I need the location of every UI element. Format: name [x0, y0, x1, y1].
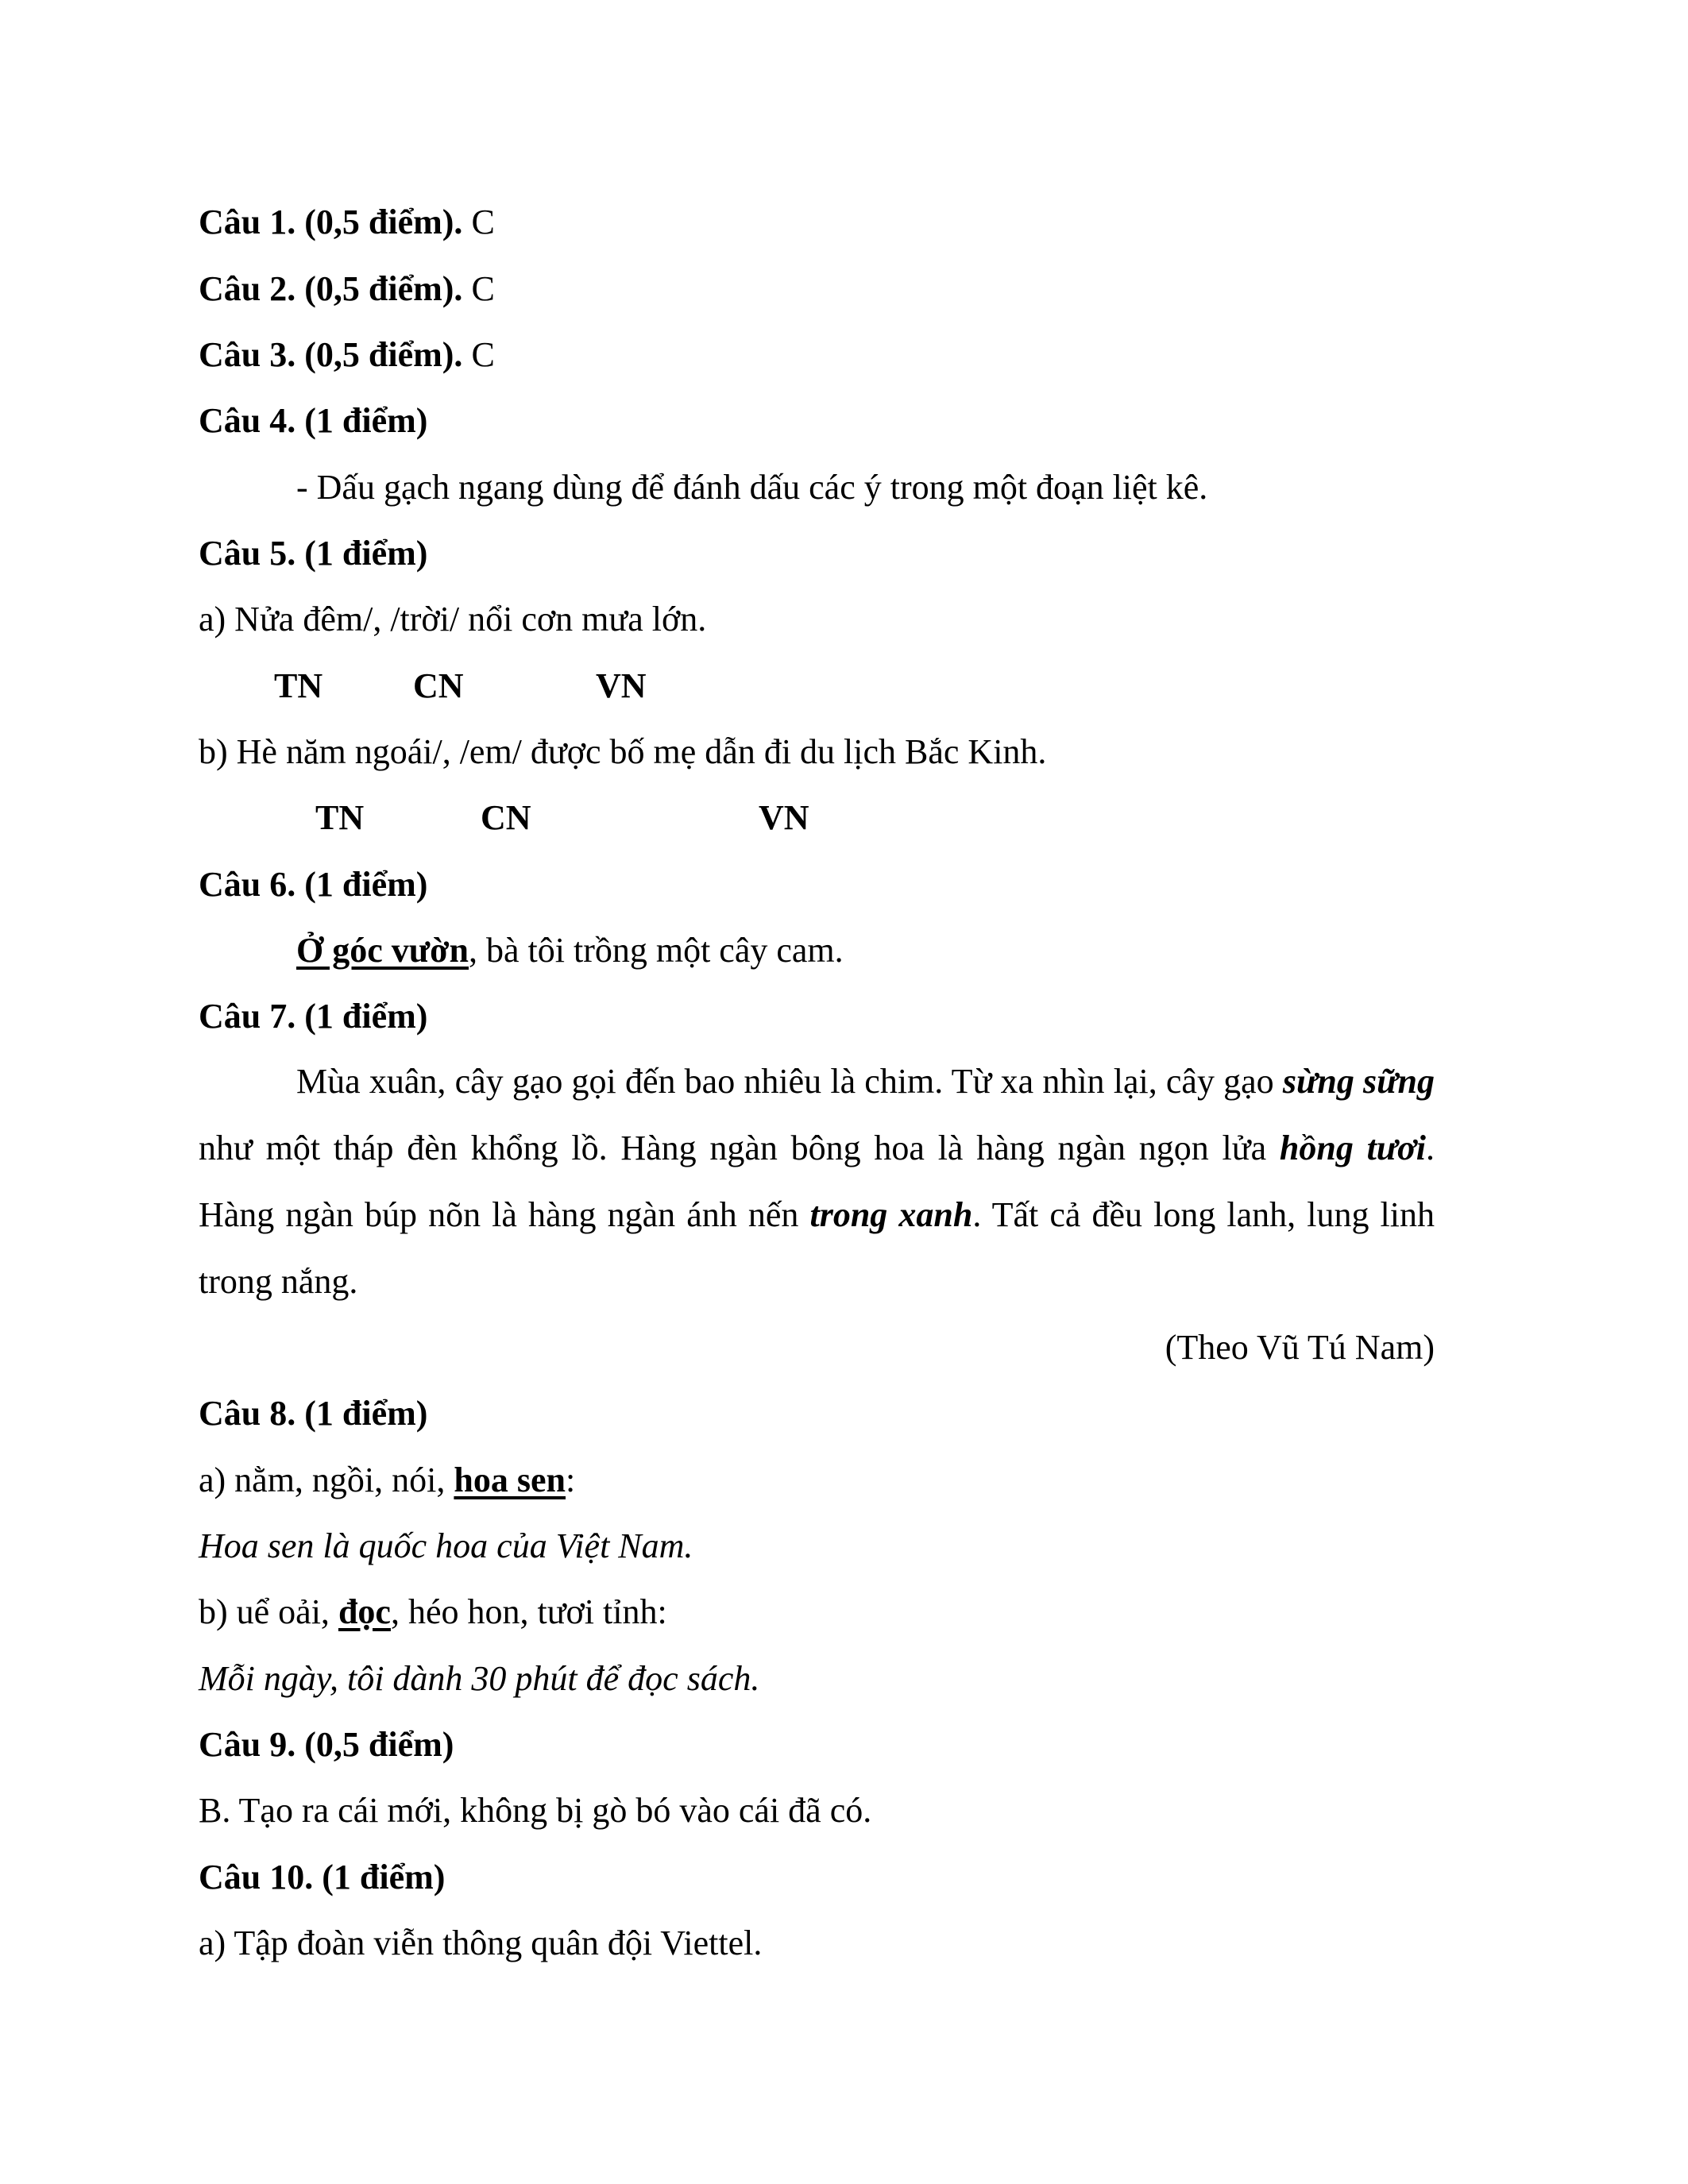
q5a-label-cn: CN: [413, 666, 464, 705]
question-2: [199, 269, 495, 308]
q7-text-1: Mùa xuân, cây gạo gọi đến bao nhiêu là chim. Từ xa nhìn lại, cây gạo: [296, 1062, 1283, 1101]
q5a-label-vn: VN: [596, 666, 647, 705]
q8a-suffix: :: [565, 1461, 576, 1499]
q8b-prefix: b) uể oải,: [199, 1592, 338, 1631]
question-1-label: Câu 1. (0,5 điểm).: [199, 203, 463, 241]
question-5b-sentence: b) Hè năm ngoái/, /em/ được bố mẹ dẫn đi du lịch Bắc Kinh.: [199, 732, 1047, 771]
question-4-label: Câu 4. (1 điểm): [199, 401, 428, 440]
q7-text-3: . Hàng ngàn búp nõn là hàng ngàn ánh nến: [199, 1129, 1435, 1234]
q7-word-3: trong xanh: [809, 1195, 973, 1234]
question-1: [199, 205, 495, 240]
question-2-answer: C: [462, 269, 495, 308]
question-3-label: Câu 3. (0,5 điểm).: [199, 335, 463, 374]
q8a-odd-word: hoa sen: [454, 1461, 566, 1499]
question-3-answer: C: [462, 335, 495, 374]
question-1-answer: C: [462, 203, 495, 241]
q8b-suffix: , héo hon, tươi tỉnh:: [390, 1592, 667, 1631]
q7-text-2: như một tháp đèn khổng lồ. Hàng ngàn bông hoa là hàng ngàn ngọn lửa: [199, 1129, 1280, 1167]
q7-word-2: hồng tươi: [1279, 1129, 1426, 1167]
q8b-odd-word: đọc: [338, 1592, 391, 1631]
question-7-label: Câu 7. (1 điểm): [199, 997, 428, 1036]
question-7-paragraph: [199, 1048, 1435, 1315]
question-10-label: Câu 10. (1 điểm): [199, 1858, 446, 1897]
q7-text-4: . Tất cả đều long lanh, lung linh trong nắng.: [199, 1195, 1435, 1301]
q5b-label-tn: TN: [315, 798, 365, 837]
question-3: [199, 335, 495, 374]
question-5-label: Câu 5. (1 điểm): [199, 534, 428, 573]
q5b-label-cn: CN: [481, 798, 531, 837]
question-9-answer: B. Tạo ra cái mới, không bị gò bó vào cái đã có.: [199, 1791, 872, 1830]
q5a-label-tn: TN: [274, 666, 323, 705]
question-2-label: Câu 2. (0,5 điểm).: [199, 269, 463, 308]
question-6-label: Câu 6. (1 điểm): [199, 865, 428, 904]
question-8a-example: Hoa sen là quốc hoa của Việt Nam.: [199, 1526, 693, 1565]
question-10a-answer: a) Tập đoàn viễn thông quân đội Viettel.: [199, 1924, 763, 1962]
question-8b-line: [199, 1592, 667, 1631]
question-4-answer: - Dấu gạch ngang dùng để đánh dấu các ý trong một đoạn liệt kê.: [296, 468, 1208, 507]
question-5a-sentence: a) Nửa đêm/, /trời/ nổi cơn mưa lớn.: [199, 600, 707, 639]
question-6-rest: , bà tôi trồng một cây cam.: [469, 931, 844, 970]
q7-word-1: sừng sững: [1282, 1062, 1435, 1101]
question-9-label: Câu 9. (0,5 điểm): [199, 1725, 454, 1764]
question-7-source: (Theo Vũ Tú Nam): [1165, 1328, 1435, 1367]
question-6-adverbial: Ở góc vườn: [296, 931, 469, 970]
question-8b-example: Mỗi ngày, tôi dành 30 phút để đọc sách.: [199, 1659, 760, 1698]
question-8a-line: [199, 1463, 575, 1498]
q5b-label-vn: VN: [759, 798, 809, 837]
q8a-prefix: a) nằm, ngồi, nói,: [199, 1461, 454, 1499]
question-6-answer: [296, 933, 844, 968]
question-8-label: Câu 8. (1 điểm): [199, 1394, 428, 1433]
